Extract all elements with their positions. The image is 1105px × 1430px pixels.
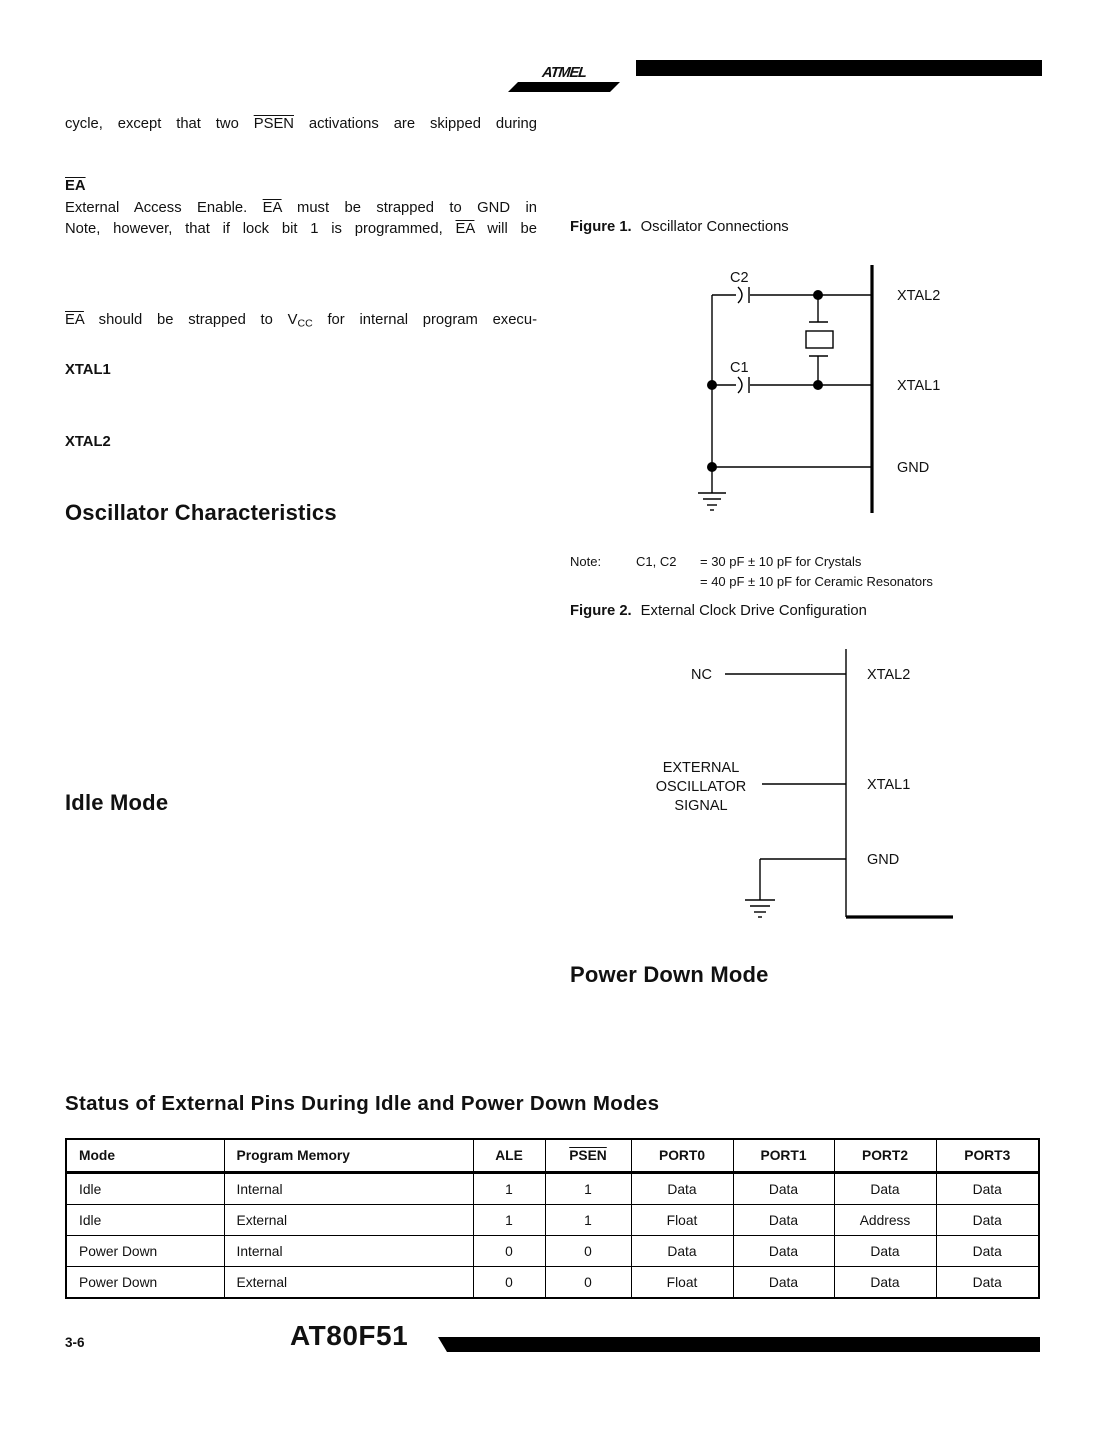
table-cell: 1 xyxy=(545,1173,631,1205)
table-cell: External xyxy=(224,1205,473,1236)
section-heading-oscillator-characteristics: Oscillator Characteristics xyxy=(65,500,337,525)
table-cell: 1 xyxy=(473,1173,545,1205)
table-cell: Float xyxy=(631,1267,733,1299)
table-header-cell: PORT2 xyxy=(834,1139,936,1173)
page-number: 3-6 xyxy=(65,1335,85,1350)
pins-table-body xyxy=(66,1173,1039,1299)
capacitor-c2-curved-plate xyxy=(738,287,742,303)
text-line: $\overline{EA}$ should be strapped to $V_{CC}$ for internal program execu- xyxy=(65,312,537,330)
table-cell: Data xyxy=(631,1236,733,1267)
text-line: cycle, except that two PSEN activations are skipped during xyxy=(65,116,537,132)
figure2-caption-text: External Clock Drive Configuration xyxy=(640,603,867,619)
figure1-caption-label: Figure 1. xyxy=(570,219,632,235)
table-cell: Power Down xyxy=(66,1267,224,1299)
note-values xyxy=(700,552,933,592)
table-cell: 0 xyxy=(545,1236,631,1267)
part-number: AT80F51 xyxy=(290,1320,409,1351)
table-cell: 1 xyxy=(473,1205,545,1236)
table-cell: Data xyxy=(936,1267,1039,1299)
table-cell: Internal xyxy=(224,1173,473,1205)
table-cell: Data xyxy=(834,1267,936,1299)
table-cell: Internal xyxy=(224,1236,473,1267)
label-c1: C1 xyxy=(730,360,749,376)
table-cell: Data xyxy=(733,1267,834,1299)
table-header-cell: PSEN xyxy=(545,1139,631,1173)
table-cell: Data xyxy=(733,1236,834,1267)
text-line: Note, however, that if lock bit 1 is programmed, $\overline{EA}$ will be xyxy=(65,221,537,237)
table-row xyxy=(66,1205,1039,1236)
section-heading-idle-mode: Idle Mode xyxy=(65,790,169,815)
paragraph-psen xyxy=(65,114,537,135)
figure2-caption-label: Figure 2. xyxy=(570,603,632,619)
table-cell: Address xyxy=(834,1205,936,1236)
label-nc: NC xyxy=(691,667,712,683)
atmel-logo xyxy=(506,36,626,94)
footer-rule-bar xyxy=(438,1337,1040,1352)
paragraph-ea-1 xyxy=(65,198,537,240)
figure2-caption xyxy=(570,603,867,619)
table-cell: Idle xyxy=(66,1173,224,1205)
table-cell: Float xyxy=(631,1205,733,1236)
label-xtal1: XTAL1 xyxy=(867,777,911,793)
heading-ea xyxy=(65,176,537,197)
header-rule-bar xyxy=(636,60,1042,76)
note-subject: C1, C2 xyxy=(636,554,677,569)
figure2-external-clock-drive xyxy=(570,640,1010,925)
table-row xyxy=(66,1236,1039,1267)
heading-xtal2: XTAL2 xyxy=(65,434,111,450)
capacitor-c1-curved-plate xyxy=(738,377,742,393)
pins-table xyxy=(65,1138,1040,1299)
crystal-body xyxy=(806,331,833,348)
label-xtal2: XTAL2 xyxy=(867,667,911,683)
label-xtal1: XTAL1 xyxy=(897,378,941,394)
text-line: External Access Enable. $\overline{EA}$ must be strapped to GND in xyxy=(65,200,537,216)
table-cell: Data xyxy=(631,1173,733,1205)
paragraph-ea-2 xyxy=(65,310,537,335)
table-cell: Data xyxy=(733,1173,834,1205)
label-gnd: GND xyxy=(897,460,930,476)
junction-dot xyxy=(813,380,823,390)
figure1-caption xyxy=(570,219,789,235)
table-cell: Power Down xyxy=(66,1236,224,1267)
figure1-oscillator-connections xyxy=(570,258,1010,520)
table-header-cell: Program Memory xyxy=(224,1139,473,1173)
table-cell: 0 xyxy=(545,1267,631,1299)
table-cell: Data xyxy=(834,1236,936,1267)
table-row xyxy=(66,1267,1039,1299)
table-header-cell: PORT0 xyxy=(631,1139,733,1173)
table-cell: 0 xyxy=(473,1267,545,1299)
note-value-resonators: = 40 pF ± 10 pF for Ceramic Resonators xyxy=(700,574,933,589)
note-label: Note: xyxy=(570,554,602,569)
table-cell: External xyxy=(224,1267,473,1299)
label-signal: SIGNAL xyxy=(674,798,728,814)
pins-table-head xyxy=(66,1139,1039,1173)
table-header-cell: PORT1 xyxy=(733,1139,834,1173)
table-cell: 1 xyxy=(545,1205,631,1236)
section-heading-status-of-external-pins: Status of External Pins During Idle and Power Down Modes xyxy=(65,1092,660,1115)
table-cell: Data xyxy=(936,1173,1039,1205)
label-c2: C2 xyxy=(730,270,749,286)
atmel-logo-text: ATMEL xyxy=(541,65,587,81)
table-cell: Data xyxy=(733,1205,834,1236)
label-external: EXTERNAL xyxy=(662,760,740,776)
atmel-logo-underline xyxy=(508,82,620,92)
table-header-cell: Mode xyxy=(66,1139,224,1173)
table-cell: 0 xyxy=(473,1236,545,1267)
note-value-crystals: = 30 pF ± 10 pF for Crystals xyxy=(700,554,862,569)
label-gnd: GND xyxy=(867,852,900,868)
table-header-cell: ALE xyxy=(473,1139,545,1173)
section-heading-power-down-mode: Power Down Mode xyxy=(570,962,769,987)
label-oscillator: OSCILLATOR xyxy=(655,779,747,795)
label-xtal2: XTAL2 xyxy=(897,288,941,304)
figure1-note xyxy=(570,552,1042,594)
table-row xyxy=(66,1173,1039,1205)
heading-xtal1: XTAL1 xyxy=(65,362,111,378)
text-line: $\overline{EA}$ xyxy=(65,178,86,194)
table-cell: Data xyxy=(936,1236,1039,1267)
pins-table-header-row xyxy=(66,1139,1039,1173)
table-cell: Idle xyxy=(66,1205,224,1236)
table-cell: Data xyxy=(834,1173,936,1205)
table-cell: Data xyxy=(936,1205,1039,1236)
table-header-cell: PORT3 xyxy=(936,1139,1039,1173)
figure1-caption-text: Oscillator Connections xyxy=(640,219,789,235)
